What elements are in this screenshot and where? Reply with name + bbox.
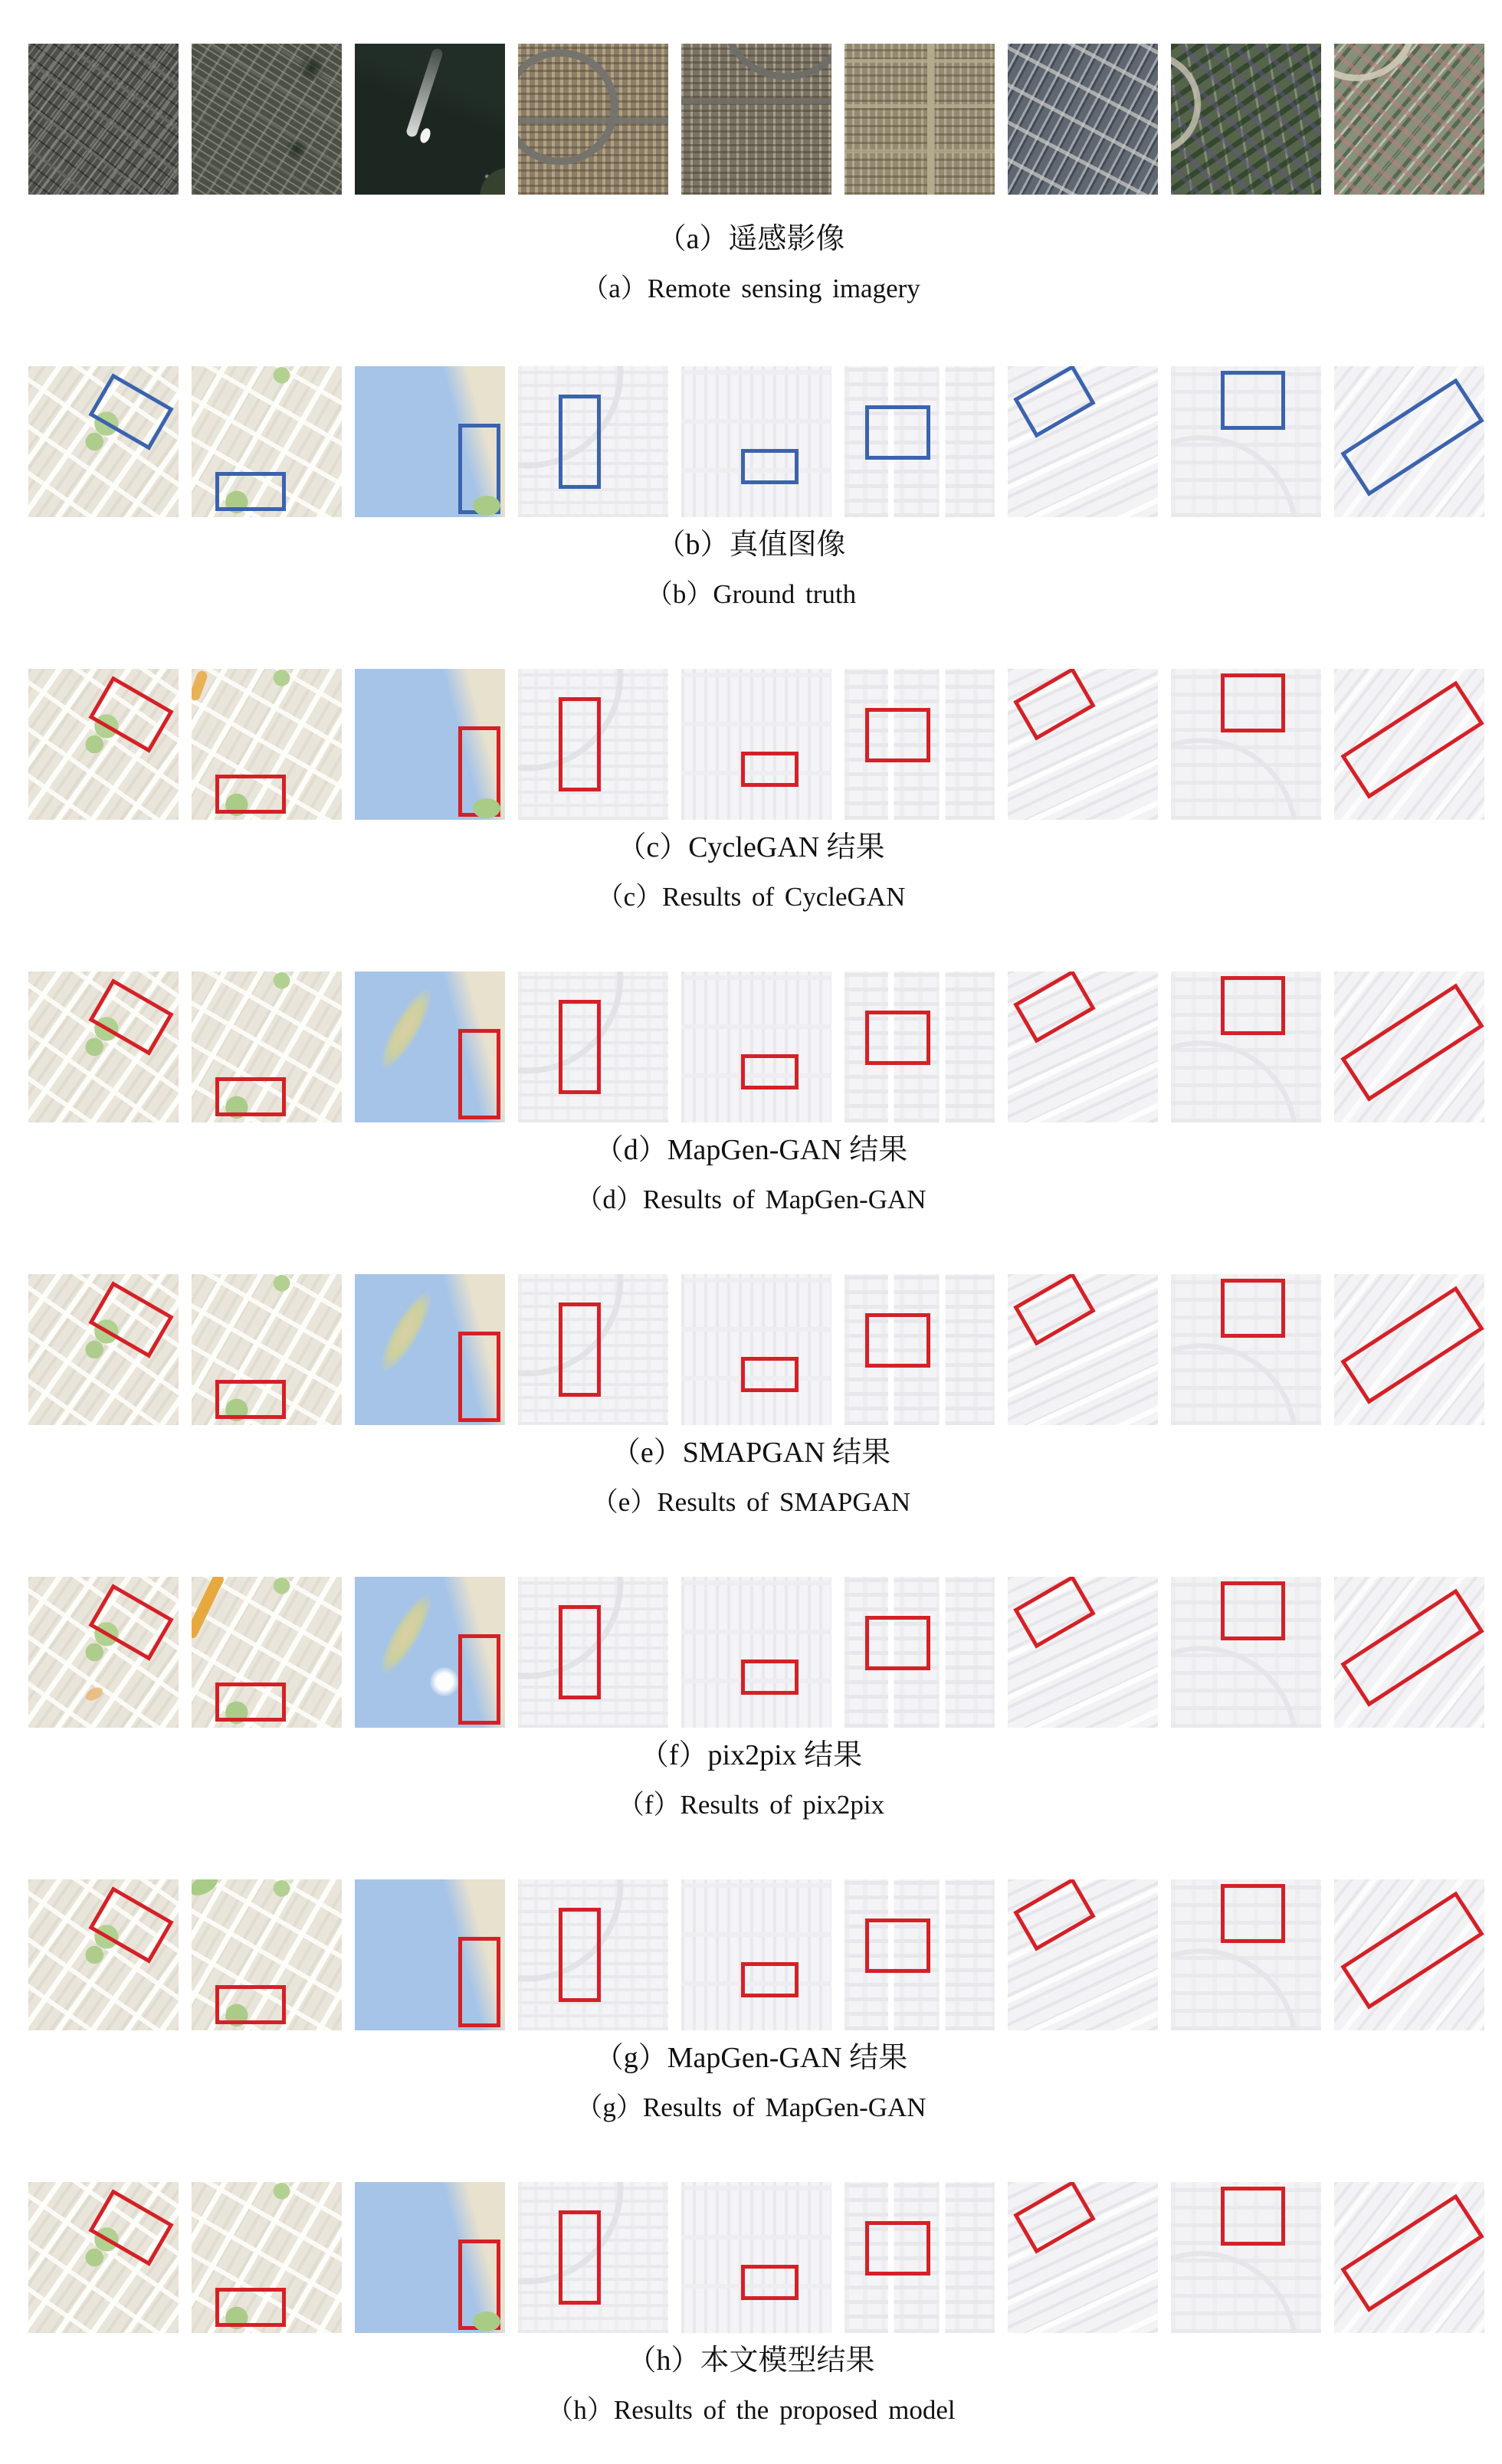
caption-zh-e: （e）SMAPGAN 结果: [611, 1437, 891, 1469]
annotation-box: [89, 978, 174, 1056]
annotation-box: [741, 1660, 798, 1694]
map-diagonal-blocks-a: [28, 669, 179, 820]
map-pale-grid-b: [1171, 972, 1321, 1122]
annotation-box: [1340, 983, 1484, 1101]
annotation-box: [215, 1380, 286, 1419]
caption-zh-g: （g）MapGen-GAN 结果: [594, 2042, 908, 2074]
map-pale-diagonal-a: [1008, 2182, 1158, 2333]
row-c: [0, 669, 1502, 916]
annotation-box: [215, 1077, 286, 1116]
annotation-box: [741, 449, 798, 483]
map-diagonal-blocks-a: [28, 2182, 179, 2333]
caption-en-e: （e）Results of SMAPGAN: [591, 1487, 911, 1517]
map-pale-curved-road: [518, 1879, 668, 2030]
map-diagonal-blocks-a: [28, 1274, 179, 1425]
annotation-box: [559, 2210, 601, 2304]
annotation-box: [89, 373, 174, 451]
row-a: [0, 44, 1502, 307]
image-strip-g: [28, 1879, 1484, 2030]
annotation-box: [865, 1918, 930, 1973]
map-pale-diagonal-b: [1334, 1577, 1484, 1728]
row-h: [0, 2182, 1502, 2429]
map-pale-diagonal-b: [1334, 669, 1484, 820]
map-diagonal-blocks-b: [192, 2182, 342, 2333]
map-diagonal-blocks-b: [192, 1879, 342, 2030]
annotation-box: [458, 726, 500, 817]
annotation-box: [1221, 976, 1285, 1035]
map-pale-grid-b: [1171, 669, 1321, 820]
annotation-box: [559, 1000, 601, 1093]
row-b: [0, 366, 1502, 613]
map-diagonal-blocks-a: [28, 972, 179, 1122]
annotation-box: [1013, 2182, 1096, 2253]
map-pale-vertical-roads: [844, 366, 995, 517]
caption-en-b: （b）Ground truth: [645, 579, 857, 609]
annotation-box: [741, 1962, 798, 1997]
caption-zh-d: （d）MapGen-GAN 结果: [594, 1134, 908, 1166]
map-pale-grid-a: [681, 669, 831, 820]
annotation-box: [1013, 972, 1096, 1043]
map-pale-curved-road: [518, 669, 668, 820]
map-pale-grid-a: [681, 366, 831, 517]
caption-en-d: （d）Results of MapGen-GAN: [576, 1184, 926, 1214]
annotation-box: [865, 2221, 930, 2276]
image-strip-f: [28, 1577, 1484, 1728]
map-pale-diagonal-b: [1334, 1879, 1484, 2030]
map-pale-grid-a: [681, 1577, 831, 1728]
annotation-box: [215, 775, 286, 814]
caption-en-f: （f）Results of pix2pix: [617, 1790, 885, 1820]
annotation-box: [215, 2288, 286, 2327]
annotation-box: [865, 1616, 930, 1670]
annotation-box: [1340, 378, 1484, 496]
annotation-box: [458, 424, 500, 514]
annotation-box: [1340, 680, 1484, 798]
map-pale-grid-a: [681, 1879, 831, 2030]
annotation-box: [865, 708, 930, 762]
map-pale-diagonal-a: [1008, 366, 1158, 517]
map-coast-water: [355, 366, 505, 517]
image-strip-d: [28, 972, 1484, 1122]
annotation-box: [1013, 1879, 1096, 1951]
annotation-box: [89, 1886, 174, 1964]
map-pale-grid-b: [1171, 366, 1321, 517]
caption-zh-a: （a）遥感影像: [657, 223, 845, 255]
annotation-box: [458, 1029, 500, 1119]
annotation-box: [1221, 371, 1285, 430]
map-pale-diagonal-b: [1334, 2182, 1484, 2333]
map-pale-vertical-roads: [844, 1274, 995, 1425]
map-pale-diagonal-b: [1334, 1274, 1484, 1425]
map-pale-diagonal-a: [1008, 1274, 1158, 1425]
annotation-box: [1340, 1891, 1484, 2009]
annotation-box: [1340, 2194, 1484, 2312]
annotation-box: [1340, 1588, 1484, 1706]
annotation-box: [741, 2265, 798, 2299]
map-coast-water-artifact-blob: [355, 1577, 505, 1728]
annotation-box: [458, 1937, 500, 2027]
satellite-residential-blue-gray: [1008, 44, 1158, 195]
map-pale-grid-b: [1171, 1879, 1321, 2030]
map-coast-water-artifact: [355, 972, 505, 1122]
image-strip-e: [28, 1274, 1484, 1425]
map-pale-curved-road: [518, 972, 668, 1122]
annotation-box: [559, 395, 601, 488]
caption-en-a: （a）Remote sensing imagery: [582, 274, 920, 303]
map-coast-water-artifact: [355, 1274, 505, 1425]
map-pale-vertical-roads: [844, 2182, 995, 2333]
annotation-box: [458, 1332, 500, 1422]
row-d: [0, 972, 1502, 1218]
caption-en-c: （c）Results of CycleGAN: [596, 882, 906, 912]
map-pale-curved-road: [518, 1577, 668, 1728]
map-diagonal-blocks-b: [192, 972, 342, 1122]
map-pale-grid-b: [1171, 2182, 1321, 2333]
annotation-box: [1340, 1286, 1484, 1404]
annotation-box: [215, 472, 286, 511]
map-diagonal-blocks-b: [192, 669, 342, 820]
annotation-box: [865, 1011, 930, 1065]
satellite-suburb-tan: [681, 44, 831, 195]
image-strip-b: [28, 366, 1484, 517]
caption-zh-h: （h）本文模型结果: [627, 2344, 875, 2377]
annotation-box: [89, 676, 174, 753]
map-pale-grid-b: [1171, 1577, 1321, 1728]
annotation-box: [215, 1683, 286, 1722]
map-pale-diagonal-a: [1008, 669, 1158, 820]
caption-en-g: （g）Results of MapGen-GAN: [576, 2092, 926, 2122]
map-coast-water: [355, 2182, 505, 2333]
map-pale-vertical-roads: [844, 1577, 995, 1728]
map-pale-curved-road: [518, 366, 668, 517]
row-f: [0, 1577, 1502, 1823]
annotation-box: [89, 2189, 174, 2266]
map-diagonal-blocks-b: [192, 1274, 342, 1425]
map-pale-vertical-roads: [844, 669, 995, 820]
map-pale-diagonal-a: [1008, 972, 1158, 1122]
image-strip-h: [28, 2182, 1484, 2333]
satellite-desert-grid-road: [844, 44, 995, 195]
annotation-box: [559, 697, 601, 791]
map-coast-water: [355, 669, 505, 820]
annotation-box: [741, 1054, 798, 1089]
annotation-box: [1221, 1884, 1285, 1943]
annotation-box: [1221, 1279, 1285, 1338]
row-e: [0, 1274, 1502, 1521]
map-pale-diagonal-b: [1334, 366, 1484, 517]
map-pale-diagonal-a: [1008, 1577, 1158, 1728]
image-strip-c: [28, 669, 1484, 820]
white-artifact-blob: [430, 1667, 459, 1696]
annotation-box: [1013, 366, 1096, 437]
annotation-box: [865, 405, 930, 460]
map-pale-curved-road: [518, 1274, 668, 1425]
caption-zh-b: （b）真值图像: [656, 529, 846, 561]
annotation-box: [1221, 673, 1285, 732]
map-diagonal-blocks-b-orange-road: [192, 1577, 342, 1728]
annotation-box: [741, 752, 798, 786]
satellite-harbor-boat-wake: [355, 44, 505, 195]
annotation-box: [458, 1634, 500, 1725]
annotation-box: [1013, 1577, 1096, 1648]
map-coast-water: [355, 1879, 505, 2030]
annotation-box: [1013, 1274, 1096, 1345]
satellite-suburb-curved-roads: [518, 44, 668, 195]
row-g: [0, 1879, 1502, 2126]
caption-zh-c: （c）CycleGAN 结果: [617, 831, 885, 863]
annotation-box: [1221, 1581, 1285, 1640]
annotation-box: [1013, 669, 1096, 740]
annotation-box: [1221, 2187, 1285, 2246]
map-diagonal-blocks-a: [28, 366, 179, 517]
map-pale-vertical-roads: [844, 972, 995, 1122]
annotation-box: [458, 2240, 500, 2330]
annotation-box: [559, 1605, 601, 1699]
annotation-box: [89, 1281, 174, 1358]
caption-en-h: （h）Results of the proposed model: [546, 2395, 956, 2425]
annotation-box: [865, 1313, 930, 1368]
satellite-dense-urban-a: [28, 44, 179, 195]
map-pale-grid-a: [681, 2182, 831, 2333]
map-diagonal-blocks-a: [28, 1577, 179, 1728]
satellite-dense-urban-b: [192, 44, 342, 195]
map-diagonal-blocks-a: [28, 1879, 179, 2030]
map-pale-grid-a: [681, 972, 831, 1122]
annotation-box: [559, 1908, 601, 2001]
map-pale-diagonal-a: [1008, 1879, 1158, 2030]
map-diagonal-blocks-b: [192, 366, 342, 517]
map-pale-grid-a: [681, 1274, 831, 1425]
map-pale-grid-b: [1171, 1274, 1321, 1425]
annotation-box: [559, 1302, 601, 1396]
annotation-box: [89, 1584, 174, 1661]
image-strip-a: [28, 44, 1484, 195]
caption-zh-f: （f）pix2pix 结果: [639, 1739, 863, 1771]
satellite-residential-pink-roofs: [1334, 44, 1484, 195]
map-pale-curved-road: [518, 2182, 668, 2333]
map-pale-diagonal-b: [1334, 972, 1484, 1122]
satellite-residential-green-purple: [1171, 44, 1321, 195]
annotation-box: [741, 1357, 798, 1391]
map-pale-vertical-roads: [844, 1879, 995, 2030]
annotation-box: [215, 1985, 286, 2024]
